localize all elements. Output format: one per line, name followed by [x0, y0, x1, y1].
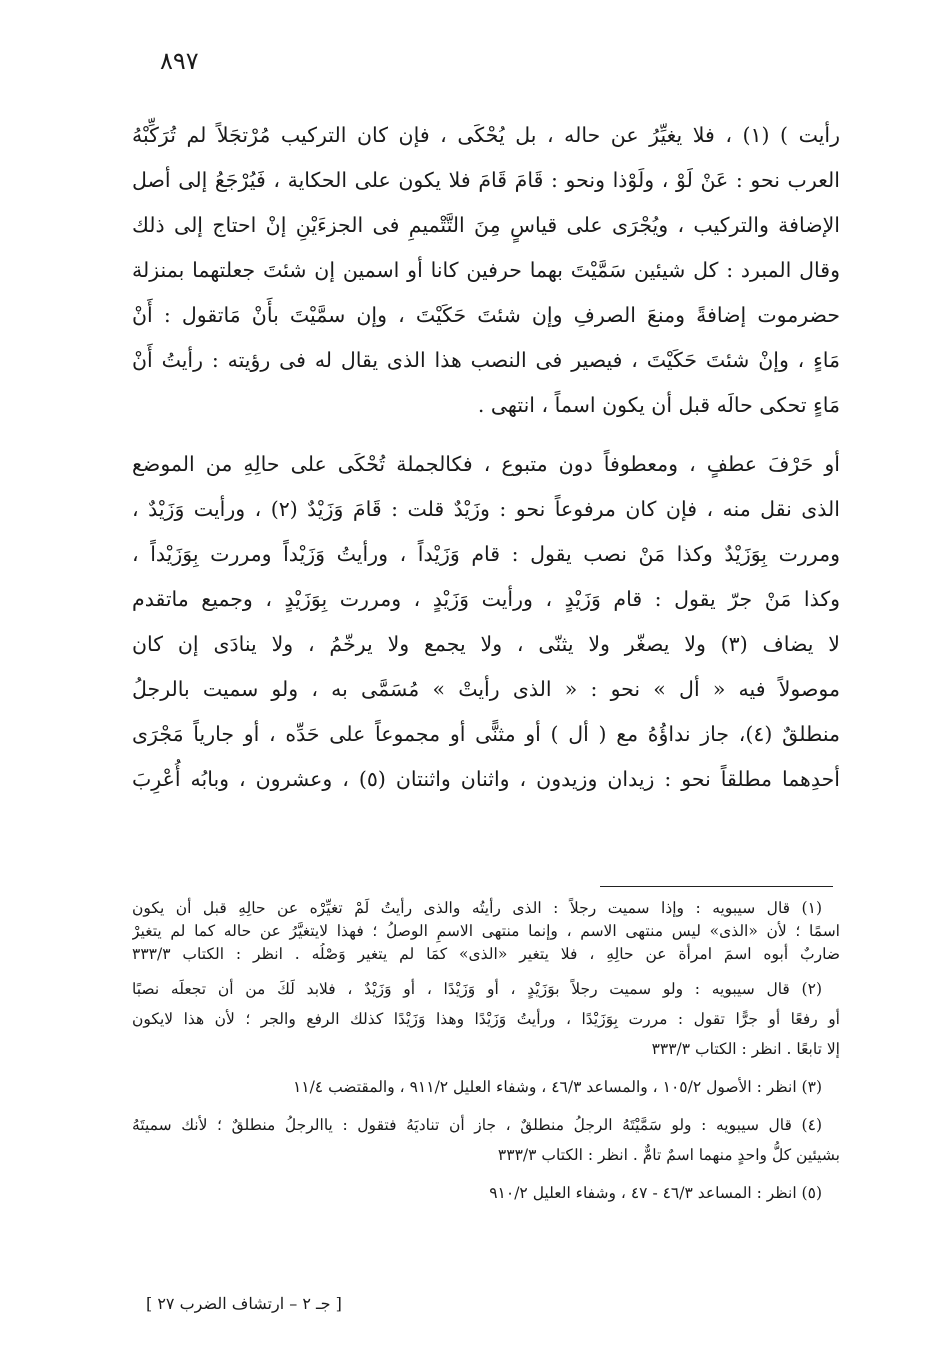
text-line: موصولاً فيه « أل » نحو : « الذى رأيتْ » مُسَمَّى به ، ولو سميت بالرجلُ: [132, 677, 840, 701]
footnote-line: بشيئين كلُّ واحدٍ منهما اسمٌ تامٌّ . انظر : الكتاب ٣٣٣/٣: [497, 1146, 840, 1164]
footnote-line: ضاربٌ أبوه اسمَ امرأة عن حالِهِ ، فلا يتغير «الذى» كمَا لم يتغير وَصْلُه . انظر : الكتاب ٣٣٣/٣: [132, 945, 840, 963]
footnote-line: (٥) انظر : المساعد ٤٦/٣ - ٤٧ ، وشفاء العليل ٩١٠/٢: [489, 1184, 822, 1202]
footnote-4: [132, 1110, 840, 1170]
text-line: العرب نحو : عَنْ لَوْ ، ولَوْذا ونحو : قَامَ قَامَ فلا يكون على الحكاية ، فَيُرْجَعُ إلى أصل: [132, 168, 840, 192]
paragraph-1: [132, 113, 840, 428]
paragraph-2: [132, 442, 840, 802]
text-line: الذى نقل منه ، فإن كان مرفوعاً نحو : وزَيْدٌ قلت : قَامَ وَزَيْدٌ (٢) ، ورأيت وَزَيْدٌ ،: [132, 497, 840, 521]
text-line: حضرموت إضافةً ومنعَ الصرفِ وإن شئتَ حَكَيْتَ ، وإن سمَّيْتَ بأَنْ مَاتقول : أَنْ: [132, 303, 840, 327]
footnote-3: [132, 1072, 840, 1102]
text-line: رأيت ) (١) ، فلا يغيِّرُ عن حاله ، بل يُحْكَى ، فإن كان التركيب مُرْتجَلاً لم تُرَكِّبْهُ: [132, 123, 840, 147]
text-line: مَاءٍ تحكى حالَه قبل أن يكون اسماً ، انتهى .: [477, 393, 840, 417]
page-number: ٨٩٧: [160, 47, 199, 75]
footnote-line: (١) قال سيبويه : وإذا سميت رجلاً : الذى رأيتُه والذى رأيتُ لَمْ تغيِّرْه عن حالِهِ قبل أن يكون: [132, 899, 822, 917]
footnote-line: أو رفعًا أو جرًّا تقول : مررت بِوَزَيْدًا ، ورأيتُ وَزَيْدًا وهذا وَزَيْدًا كذلك الرفع والجر ؛ لأن هذا لايكون: [132, 1010, 840, 1028]
volume-signature: [ جـ ٢ – ارتشاف الضرب ٢٧ ]: [146, 1294, 342, 1313]
main-text: [132, 113, 840, 802]
footnote-1: [132, 897, 840, 966]
text-line: منطلقٌ (٤)، جاز نداؤُهُ مع ( أل ) أو مثنًّى أو مجموعاً على حَدِّه ، أو جارياً مَجْرَى: [132, 722, 840, 746]
text-line: وكذا مَنْ جرّ يقول : قام وَزَيْدٍ ، ورأيت وَزَيْدٍ ، ومررت بِوَزَيْدٍ ، وجميع ماتقدم: [132, 587, 840, 611]
text-line: وقال المبرد : كل شيئين سَمَّيْتَ بهما حرفين كانا أو اسمين إن شئتَ جعلتهما بمنزلة: [132, 258, 840, 282]
text-line: ومررت بِوَزَيْدٌ وكذا مَنْ نصب يقول : قام وَزَيْداً ، ورأيتُ وَزَيْداً ومررت بِوَزَيْداً ،: [132, 542, 840, 566]
text-line: أو حَرْفَ عطفٍ ، ومعطوفاً دون متبوع ، فكالجملة تُحْكَى على حالِهِ من الموضع: [132, 452, 840, 476]
text-line: أحدِهما مطلقاً نحو : زيدان وزيدون ، واثنان واثنتان (٥) ، وعشرون ، وبابُه أُعْرِبَ: [132, 767, 840, 791]
footnote-5: [132, 1178, 840, 1208]
footnote-2: [132, 974, 840, 1064]
footnote-divider: [600, 886, 833, 887]
text-line: الإضافة والتركيب ، ويُجْرَى على قياسٍ مِنَ التَّتْميمِ فى الجزءَيْنِ إنْ احتاج إلى ذلك: [132, 213, 840, 237]
footnote-line: اسمًا ؛ لأن «الذى» ليس منتهى الاسم ، وإنما منتهى الاسمِ الوصلُ ؛ فهذا لايتغيَّرُ عن حاله كما لم يتغيرْ: [132, 922, 840, 940]
text-line: لا يضاف (٣) ولا يصغّر ولا يثنّى ، ولا يجمع ولا يرخّمُ ، ولا ينادَى إن كان: [132, 632, 840, 656]
footnote-line: (٤) قال سيبويه : ولو سَمَّيْتَهُ الرجلُ منطلقٌ ، جاز أن تناديَهُ فتقول : ياالرجلُ منطلقٌ ؛ لأنك سميتَهُ: [132, 1116, 822, 1134]
footnote-line: (٣) انظر : الأصول ١٠٥/٢ ، والمساعد ٤٦/٣ ، وشفاء العليل ٩١١/٢ ، والمقتضب ١١/٤: [292, 1078, 822, 1096]
text-line: مَاءٍ ، وإنْ شئتَ حَكَيْتَ ، فيصير فى النصب هذا الذى يقال له فى رؤيته : رأيتُ أَنْ: [132, 348, 840, 372]
footnotes: [132, 897, 840, 1216]
footnote-line: إلا تابعًا . انظر : الكتاب ٣٣٣/٣: [651, 1040, 840, 1058]
footnote-line: (٢) قال سيبويه : ولو سميت رجلاً بوَزَيْدٍ ، أو وَزَيْدًا ، أو وَزَيْدٌ ، فلابد لَكَ من أن تجعلَه نصبًا: [132, 980, 822, 998]
